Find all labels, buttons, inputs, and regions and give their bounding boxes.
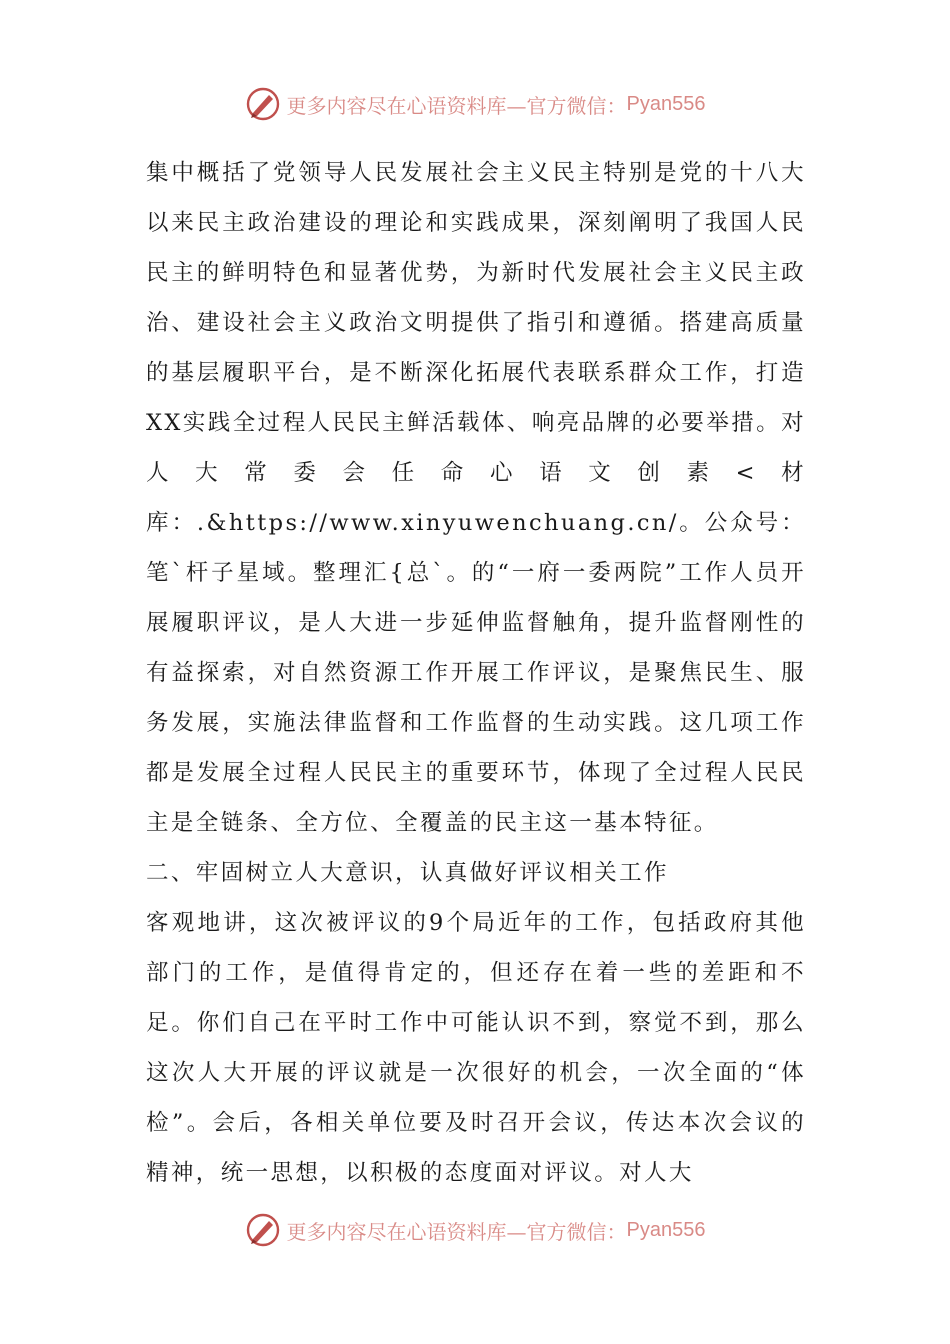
watermark-banner-top <box>0 82 950 126</box>
pen-logo-icon <box>245 86 281 122</box>
pen-logo-icon <box>245 1212 281 1248</box>
section-heading-2: 二、牢固树立人大意识，认真做好评议相关工作 <box>146 860 669 886</box>
watermark-text: 更多内容尽在心语资料库—官方微信： <box>286 1219 627 1244</box>
paragraph-2: 客观地讲，这次被评议的9个局近年的工作，包括政府其他部门的工作，是值得肯定的，但还存在着一些的差距和不足。你们自己在平时工作中可能认识不到，察觉不到，那么这次人大开展的评议就是一次很好的机会，一次全面的“体检”。会后，各相关单位要及时召开会议，传达本次会议的精神，统一思想，以积极的态度面对评议。对人大 <box>146 910 806 1186</box>
watermark-text: 更多内容尽在心语资料库—官方微信： <box>286 93 627 118</box>
paragraph-1: 集中概括了党领导人民发展社会主义民主特别是党的十八大以来民主政治建设的理论和实践成果，深刻阐明了我国人民民主的鲜明特色和显著优势，为新时代发展社会主义民主政治、建设社会主义政治文明提供了指引和遵循。搭建高质量的基层履职平台，是不断深化拓展代表联系群众工作，打造XX实践全过程人民民主鲜活载体、响亮品牌的必要举措。对人大常委会任命心语文创素<材库：.&https://www.xinyuwenchuang.cn/。公众号：笔`杆子星域。整理汇{总`。的“一府一委两院”工作人员开展履职评议，是人大进一步延伸监督触角，提升监督刚性的有益探索，对自然资源工作开展工作评议，是聚焦民生、服务发展，实施法律监督和工作监督的生动实践。这几项工作都是发展全过程人民民主的重要环节，体现了全过程人民民主是全链条、全方位、全覆盖的民主这一基本特征。 <box>146 160 806 836</box>
watermark-banner-bottom <box>0 1208 950 1252</box>
watermark-wechat-id: Pyan556 <box>626 1218 706 1241</box>
document-body <box>146 148 806 1198</box>
watermark-wechat-id: Pyan556 <box>626 92 706 115</box>
